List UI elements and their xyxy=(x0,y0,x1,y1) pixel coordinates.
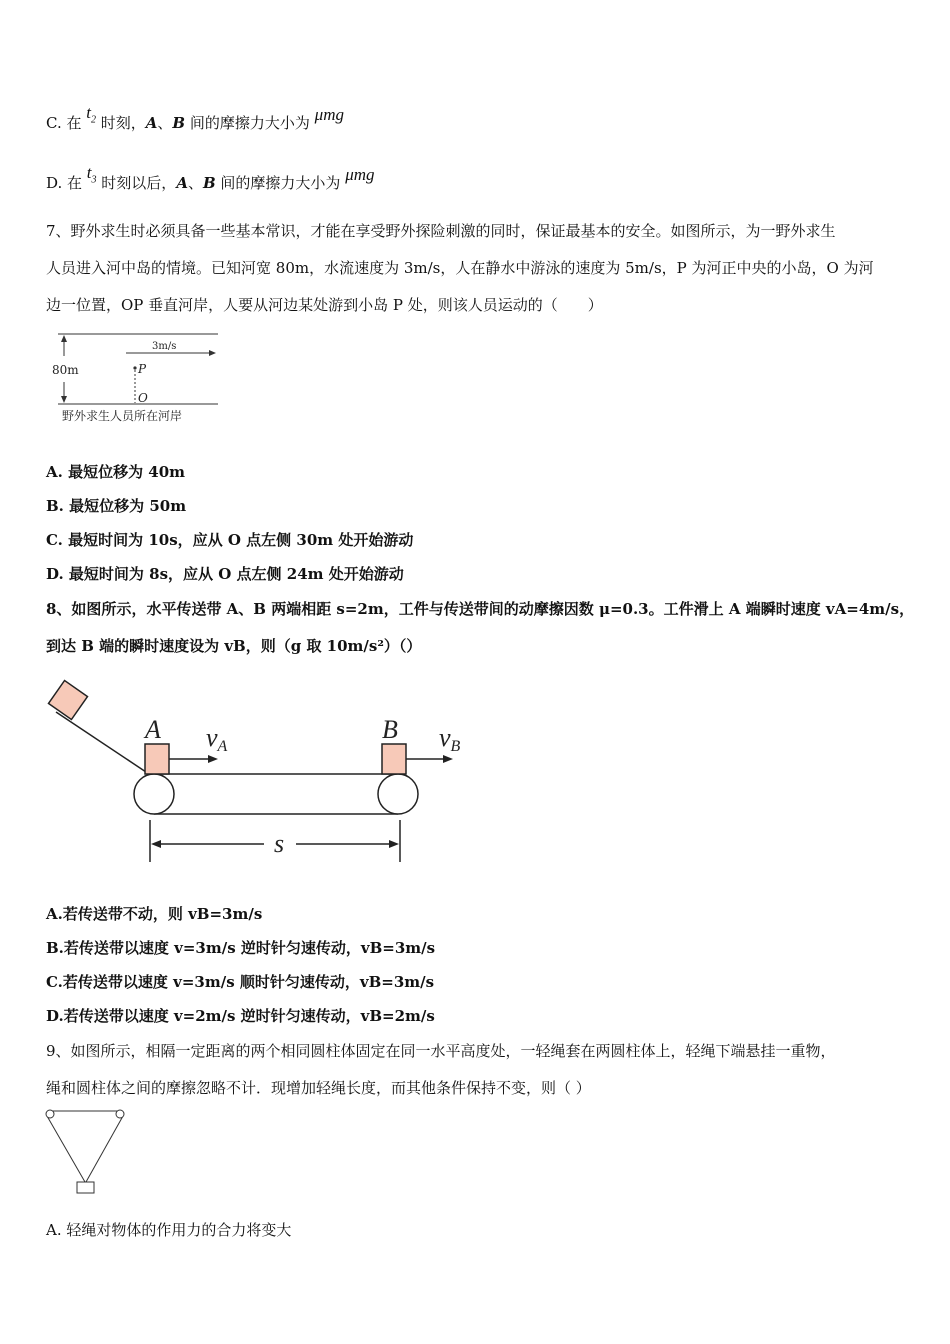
label-vb: vB xyxy=(439,723,461,755)
left-pulley xyxy=(134,774,174,814)
river-figure xyxy=(48,326,223,428)
q8-stem-line2: 到达 B 端的瞬时速度设为 vB，则（g 取 10m/s²）（） xyxy=(46,637,422,655)
option-c: C. 在 $t_2$ 时刻，A、B 间的摩擦力大小为 μmg xyxy=(46,103,344,132)
q7-stem-line3: 边一位置，OP 垂直河岸，人要从河边某处游到小岛 P 处，则该人员运动的（ ） xyxy=(46,296,603,314)
incoming-block xyxy=(49,681,88,720)
label-b: B xyxy=(172,114,186,132)
island-point xyxy=(133,366,136,369)
q9-option-a: A. 轻绳对物体的作用力的合力将变大 xyxy=(46,1221,292,1239)
point-o-label: O xyxy=(138,391,148,405)
formula: μmg xyxy=(314,105,344,124)
cylinders-figure xyxy=(44,1106,128,1196)
bank-caption: 野外求生人员所在河岸 xyxy=(62,409,183,423)
rope-left xyxy=(47,1116,85,1182)
label-va: vA xyxy=(206,723,228,755)
incline-ramp xyxy=(56,712,146,772)
label-a: A xyxy=(145,715,161,744)
option-d-mid: 时刻以后， xyxy=(96,174,177,192)
option-d-prefix: D. 在 xyxy=(46,174,87,192)
rope-right xyxy=(86,1116,123,1182)
time-symbol: $t_2$ xyxy=(86,103,96,126)
q7-option-a: A. 最短位移为 40m xyxy=(46,463,186,481)
q7-option-c: C. 最短时间为 10s，应从 O 点左侧 30m 处开始游动 xyxy=(46,531,414,549)
label-a: A xyxy=(145,114,158,132)
option-c-mid: 时刻， xyxy=(95,114,146,132)
q7-stem-line2: 人员进入河中岛的情境。已知河宽 80m，水流速度为 3m/s，人在静水中游泳的速度为 5m/s，P 为河正中央的小岛，O 为河 xyxy=(46,259,874,277)
block-b xyxy=(382,744,406,774)
q9-stem-line1: 9、如图所示，相隔一定距离的两个相同圆柱体固定在同一水平高度处，一轻绳套在两圆柱体上，轻绳下端悬挂一重物， xyxy=(46,1042,836,1060)
q8-option-c: C.若传送带以速度 v=3m/s 顺时针匀速传动，vB=3m/s xyxy=(46,973,435,991)
current-speed-label: 3m/s xyxy=(152,341,177,352)
conveyor-figure xyxy=(46,676,476,866)
right-cylinder xyxy=(116,1110,124,1118)
q7-option-b: B. 最短位移为 50m xyxy=(46,497,187,515)
q8-option-b: B.若传送带以速度 v=3m/s 逆时针匀速传动，vB=3m/s xyxy=(46,939,436,957)
label-a: A xyxy=(176,174,188,192)
formula: μmg xyxy=(345,165,375,184)
q8-option-d: D.若传送带以速度 v=2m/s 逆时针匀速传动，vB=2m/s xyxy=(46,1007,435,1025)
q9-stem-line2: 绳和圆柱体之间的摩擦忽略不计．现增加轻绳长度，而其他条件保持不变，则（ ） xyxy=(46,1079,591,1097)
q8-stem-line1: 8、如图所示，水平传送带 A、B 两端相距 s=2m，工件与传送带间的动摩擦因数 μ=0.3。工件滑上 A 端瞬时速度 vA=4m/s， xyxy=(46,600,915,618)
option-c-prefix: C. 在 xyxy=(46,114,87,132)
q8-option-a: A.若传送带不动，则 vB=3m/s xyxy=(46,905,263,923)
right-pulley xyxy=(378,774,418,814)
label-b: B xyxy=(202,174,216,192)
label-s: s xyxy=(274,829,285,858)
river-width-label: 80m xyxy=(52,363,79,377)
hanging-weight xyxy=(77,1182,94,1193)
option-d: D. 在 $t_3$ 时刻以后，A、B 间的摩擦力大小为 μmg xyxy=(46,163,375,192)
label-b: B xyxy=(382,715,398,744)
q7-option-d: D. 最短时间为 8s，应从 O 点左侧 24m 处开始游动 xyxy=(46,565,404,583)
q7-stem-line1: 7、野外求生时必须具备一些基本常识，才能在享受野外探险刺激的同时，保证最基本的安全。如图所示，为一野外求生 xyxy=(46,222,836,240)
left-cylinder xyxy=(46,1110,54,1118)
point-p-label: P xyxy=(138,362,147,376)
time-symbol: $t_3$ xyxy=(86,163,97,186)
option-d-rest: 间的摩擦力大小为 xyxy=(215,174,346,192)
block-a xyxy=(145,744,169,774)
option-c-rest: 间的摩擦力大小为 xyxy=(185,114,315,132)
